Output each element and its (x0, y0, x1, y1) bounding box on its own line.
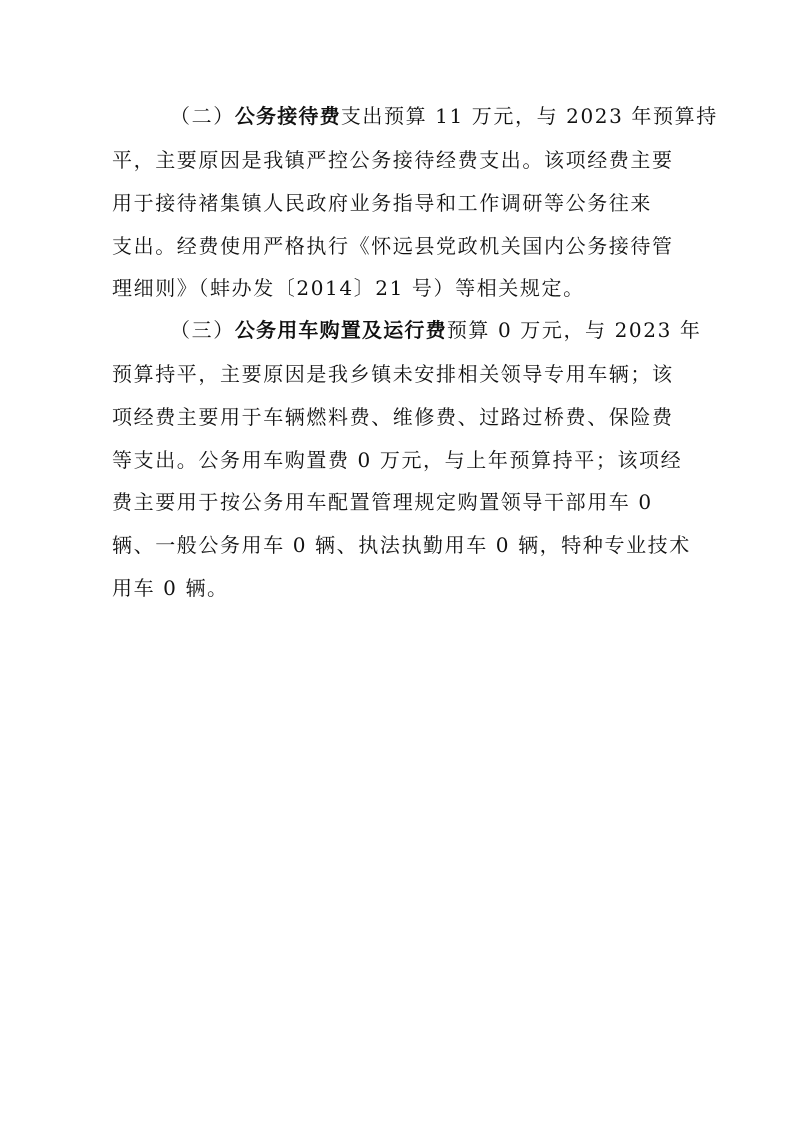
section2-prefix: （二） (170, 104, 235, 128)
section3-line-4: 等支出。公务用车购置费 0 万元，与上年预算持平；该项经 (112, 448, 683, 472)
section2-line-1-text: 支出预算 11 万元，与 2023 年预算持 (340, 104, 718, 128)
section2-line-4: 支出。经费使用严格执行《怀远县党政机关国内公务接待管 (112, 234, 674, 258)
section3-line-3: 项经费主要用于车辆燃料费、维修费、过路过桥费、保险费 (112, 405, 674, 429)
section3-line-5: 费主要用于按公务用车配置管理规定购置领导干部用车 0 (112, 490, 653, 514)
section3-line-7: 用车 0 辆。 (112, 576, 229, 600)
section3-line-6: 辆、一般公务用车 0 辆、执法执勤用车 0 辆，特种专业技术 (112, 533, 691, 557)
section3-line-1-text: 预算 0 万元，与 2023 年 (446, 318, 702, 342)
section3-prefix: （三） (170, 318, 235, 342)
section2-line-1 (170, 104, 718, 128)
section2-line-2: 平，主要原因是我镇严控公务接待经费支出。该项经费主要 (112, 148, 674, 172)
section2-line-3: 用于接待褚集镇人民政府业务指导和工作调研等公务往来 (112, 191, 652, 215)
section3-line-2: 预算持平，主要原因是我乡镇未安排相关领导专用车辆；该 (112, 362, 674, 386)
section3-heading: 公务用车购置及运行费 (234, 318, 447, 342)
section2-line-5: 理细则》（蚌办发〔2014〕21 号）等相关规定。 (112, 276, 585, 300)
section3-line-1 (170, 318, 702, 342)
section2-heading: 公务接待费 (234, 104, 341, 128)
